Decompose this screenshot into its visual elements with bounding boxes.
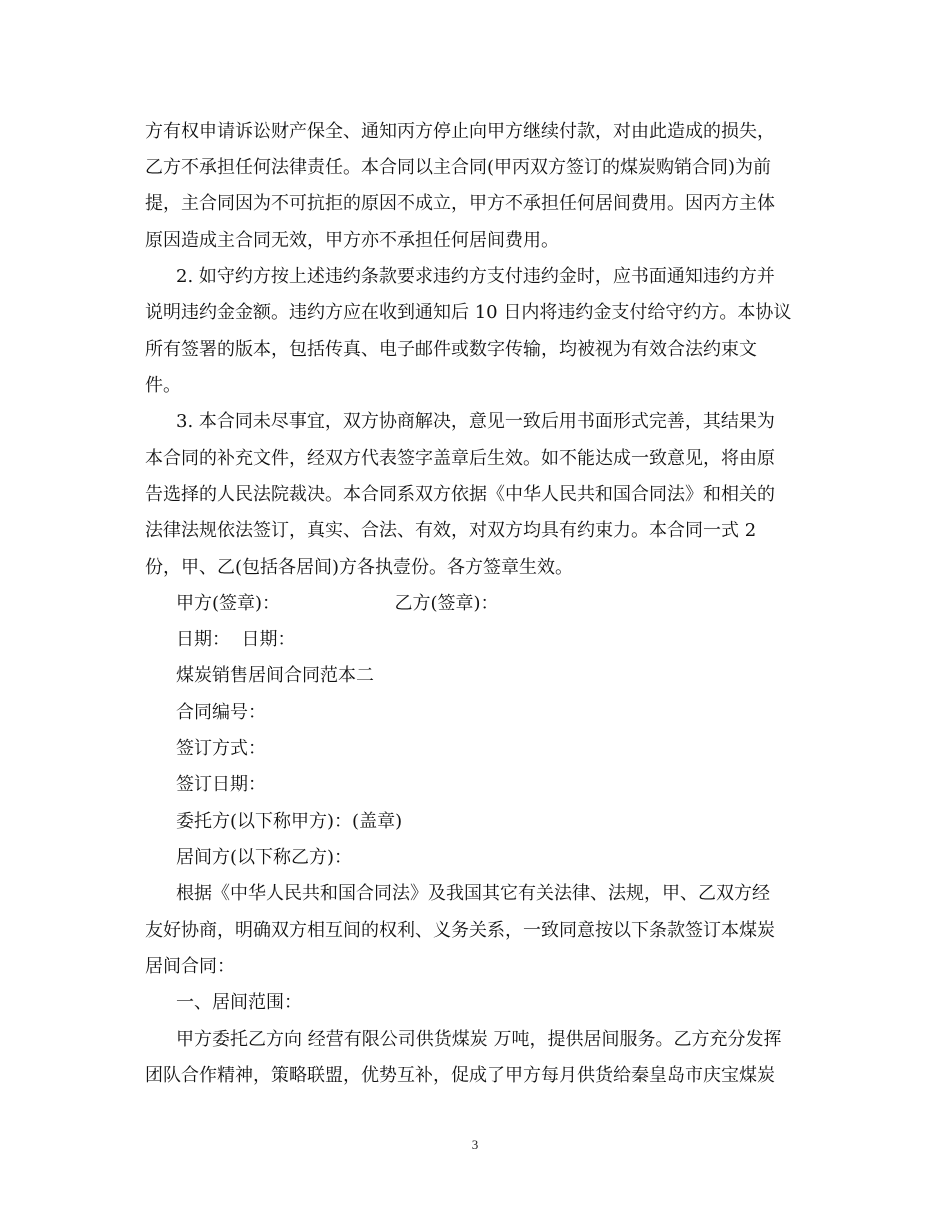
page-number: 3 (471, 1137, 479, 1152)
text-line: 法律法规依法签订，真实、合法、有效，对双方均具有约束力。本合同一式 2 (145, 520, 757, 541)
text-line: 3. 本合同未尽事宜，双方协商解决，意见一致后用书面形式完善，其结果为 (176, 411, 775, 432)
text-line: 乙方不承担任何法律责任。本合同以主合同(甲丙双方签订的煤炭购销合同)为前 (145, 157, 772, 178)
text-line: 2. 如守约方按上述违约条款要求违约方支付违约金时，应书面通知违约方并 (176, 266, 775, 287)
signature-line: 甲方(签章)： 乙方(签章)： (176, 593, 499, 614)
signing-method-field: 签订方式： (176, 738, 266, 759)
text-line: 份，甲、乙(包括各居间)方各执壹份。各方签章生效。 (145, 557, 574, 578)
text-line: 本合同的补充文件，经双方代表签字盖章后生效。如不能达成一致意见，将由原 (145, 448, 775, 469)
text-line: 方有权申请诉讼财产保全、通知丙方停止向甲方继续付款，对由此造成的损失， (145, 121, 775, 142)
text-line: 件。 (145, 375, 181, 396)
signing-date-field: 签订日期： (176, 774, 266, 795)
text-line: 团队合作精神，策略联盟，优势互补，促成了甲方每月供货给秦皇岛市庆宝煤炭 (145, 1065, 775, 1086)
section-title: 煤炭销售居间合同范本二 (176, 665, 374, 686)
section-heading: 一、居间范围： (176, 992, 302, 1013)
contract-number-field: 合同编号： (176, 702, 266, 723)
text-line: 原因造成主合同无效，甲方亦不承担任何居间费用。 (145, 230, 559, 251)
text-line: 提，主合同因为不可抗拒的原因不成立，甲方不承担任何居间费用。因丙方主体 (145, 193, 775, 214)
text-line: 甲方委托乙方向 经营有限公司供货煤炭 万吨，提供居间服务。乙方充分发挥 (176, 1029, 782, 1050)
date-line: 日期： 日期： (176, 629, 296, 650)
text-line: 说明违约金金额。违约方应在收到通知后 10 日内将违约金支付给守约方。本协议 (145, 302, 792, 323)
text-line: 居间合同： (145, 956, 235, 977)
text-line: 友好协商，明确双方相互间的权利、义务关系，一致同意按以下条款签订本煤炭 (145, 920, 775, 941)
text-line: 告选择的人民法院裁决。本合同系双方依据《中华人民共和国合同法》和相关的 (145, 484, 775, 505)
broker-party-field: 居间方(以下称乙方)： (176, 847, 353, 868)
client-party-field: 委托方(以下称甲方)：(盖章) (176, 811, 403, 832)
text-line: 根据《中华人民共和国合同法》及我国其它有关法律、法规，甲、乙双方经 (176, 883, 770, 904)
text-line: 所有签署的版本，包括传真、电子邮件或数字传输，均被视为有效合法约束文 (145, 339, 757, 360)
